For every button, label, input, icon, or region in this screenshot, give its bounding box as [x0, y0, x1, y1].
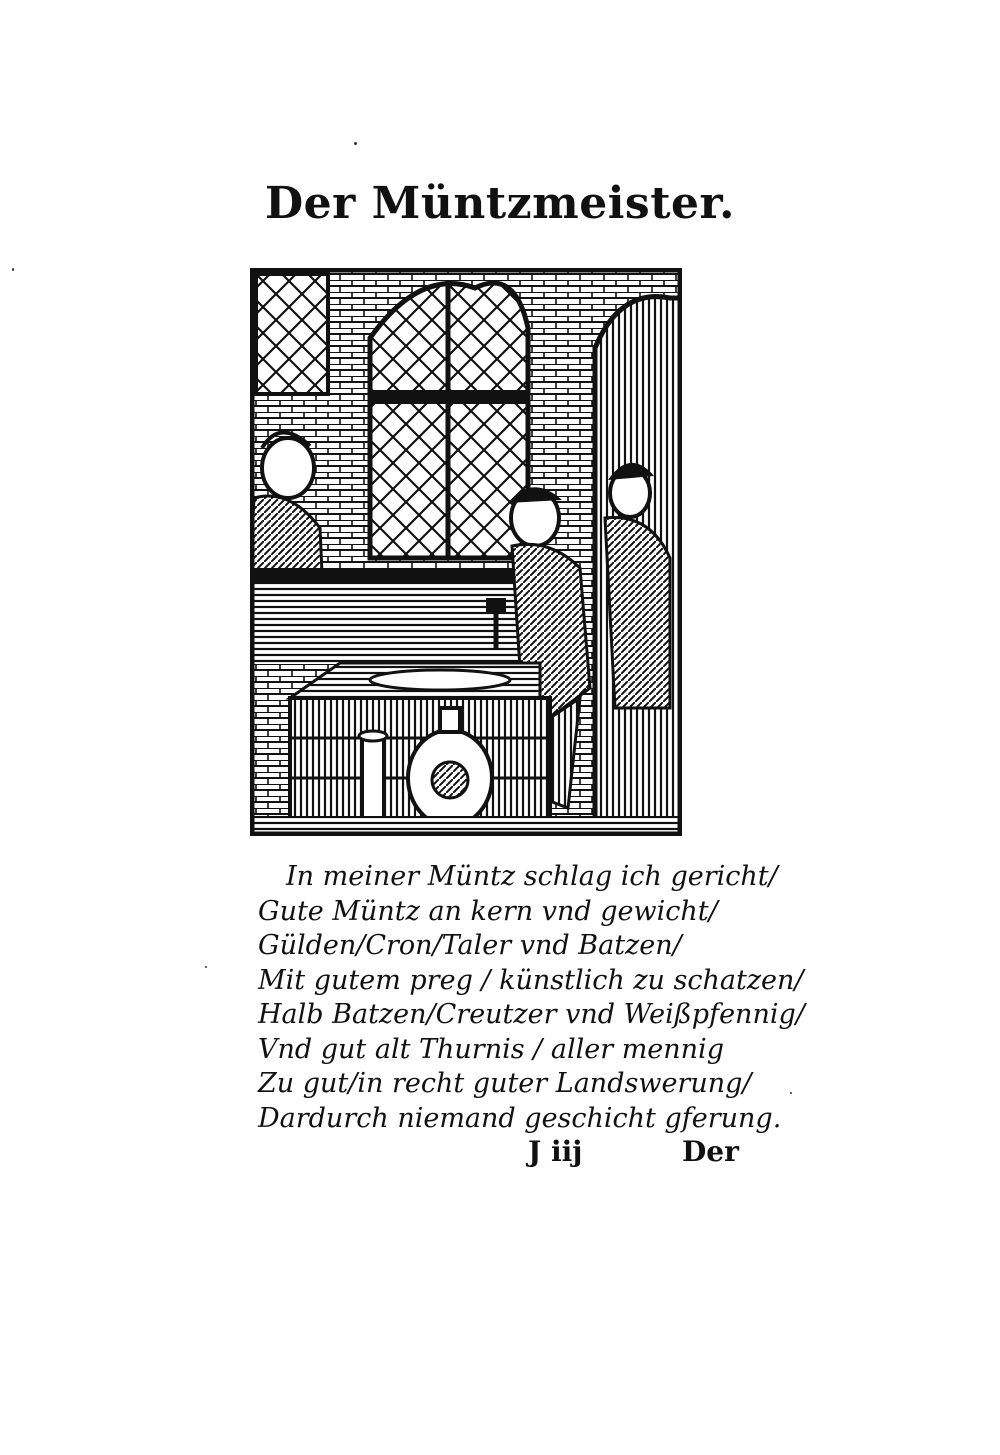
verse-line: Gülden/Cron/Taler vnd Batzen/ — [258, 930, 682, 961]
verse — [258, 860, 805, 1136]
woodcut-illustration — [250, 268, 682, 836]
scan-speck — [12, 268, 14, 271]
scan-speck — [205, 966, 207, 968]
page-title: Der Müntzmeister. — [265, 178, 735, 229]
verse-line: Vnd gut alt Thurnis / aller mennig — [258, 1033, 724, 1065]
verse-line: Zu gut/in recht guter Landswerung/ — [258, 1068, 752, 1099]
verse-line: Mit gutem preg / künstlich zu schatzen/ — [258, 964, 804, 996]
scan-speck — [790, 1092, 792, 1094]
signature-mark: J iij — [528, 1135, 583, 1168]
verse-line: In meiner Müntz schlag ich gericht/ — [286, 861, 778, 892]
catchword: Der — [682, 1135, 739, 1168]
verse-line: Gute Müntz an kern vnd gewicht/ — [258, 895, 718, 927]
scan-speck — [354, 142, 357, 145]
verse-line: Dardurch niemand geschicht gferung. — [258, 1102, 782, 1134]
verse-line: Halb Batzen/Creutzer vnd Weißpfennig/ — [258, 999, 805, 1030]
